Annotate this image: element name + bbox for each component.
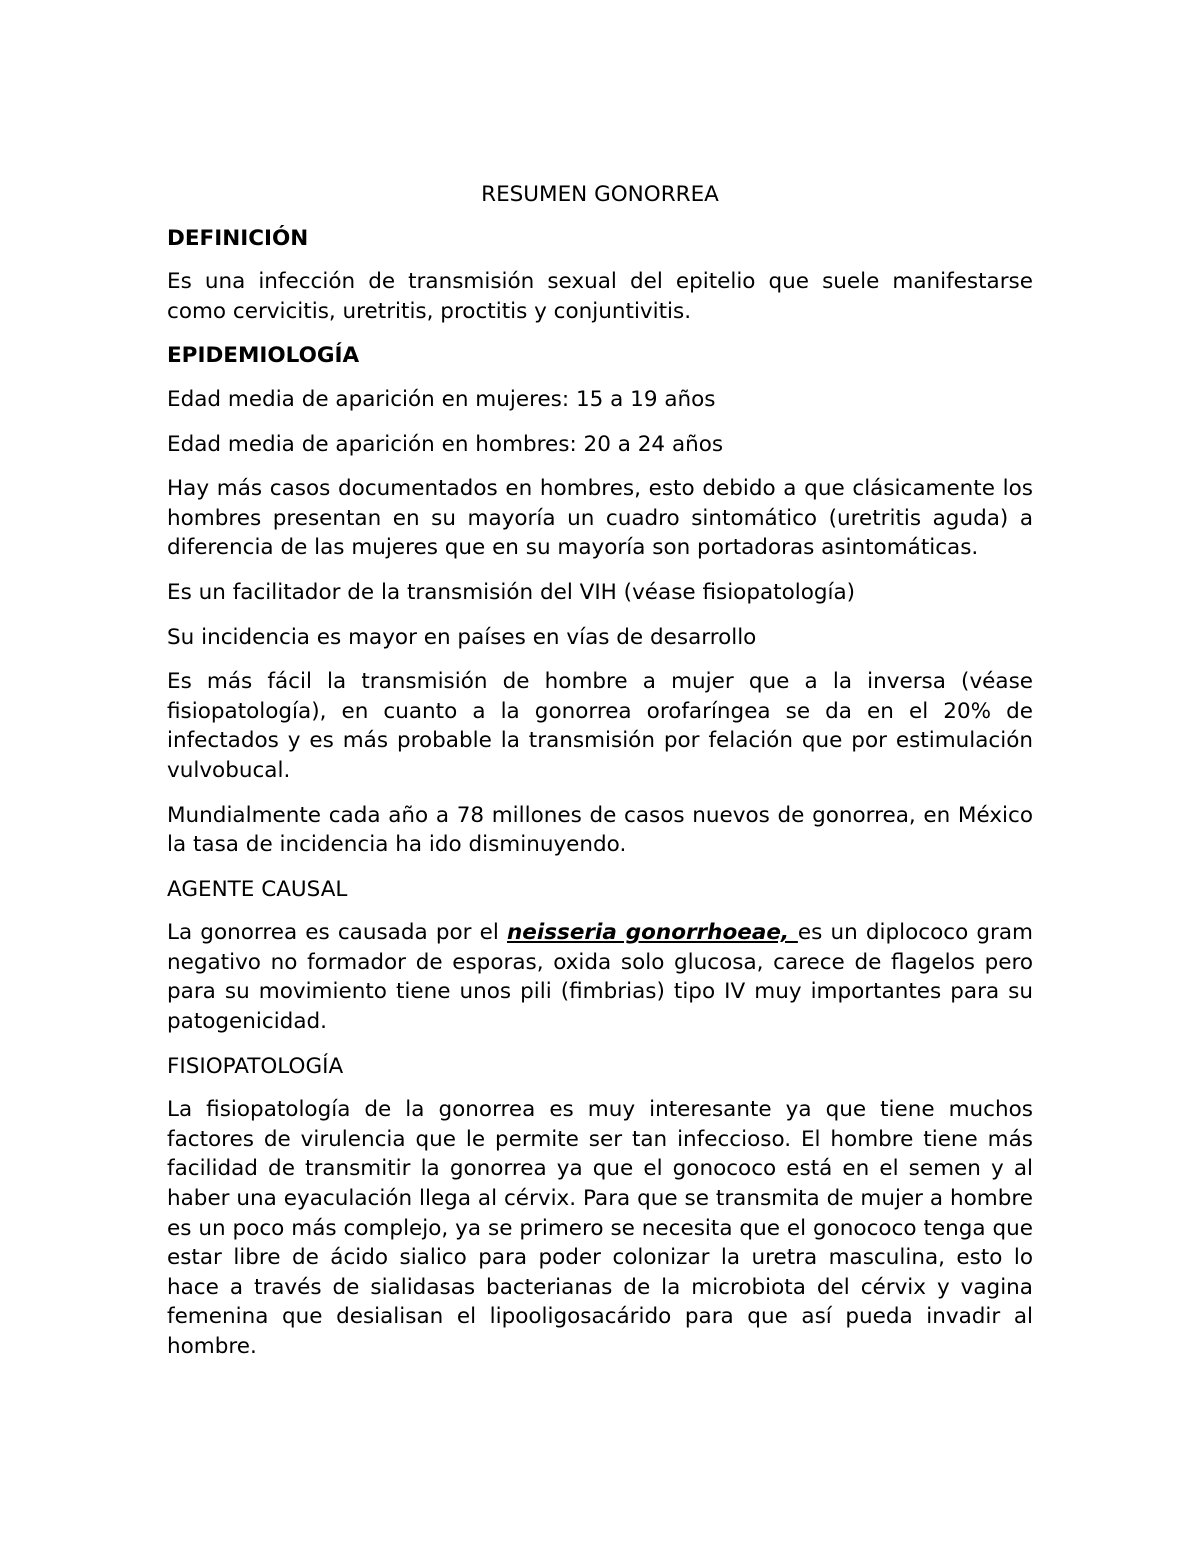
section-heading-fisiopatologia: FISIOPATOLOGÍA bbox=[167, 1053, 344, 1079]
agente-text-before: La gonorrea es causada por el bbox=[167, 920, 507, 946]
paragraph-vih: Es un facilitador de la transmisión del VIH (véase fisiopatología) bbox=[167, 579, 856, 605]
document-page bbox=[167, 180, 1033, 1377]
document-title: RESUMEN GONORREA bbox=[481, 182, 719, 207]
paragraph-definicion: Es una infección de transmisión sexual del epitelio que suele manifestarse como cervicitis, uretritis, proctitis y conjuntivitis. bbox=[167, 269, 1033, 324]
paragraph-edad-mujeres: Edad media de aparición en mujeres: 15 a 19 años bbox=[167, 386, 716, 412]
paragraph-fisiopatologia: La fisiopatología de la gonorrea es muy interesante ya que tiene muchos factores de virulencia que le permite ser tan infeccioso. El hombre tiene más facilidad de transmitir la gonorrea ya que el gonococo está en el semen y al haber una eyaculación llega al cérvix. Para que se transmita de mujer a hombre es un poco más complejo, ya se primero se necesita que el gonococo tenga que estar libre de ácido sialico para poder colonizar la uretra masculina, esto lo hace a través de sialidasas bacterianas de la microbiota del cérvix y vagina femenina que desialisan el lipooligosacárido para que así pueda invadir al hombre. bbox=[167, 1097, 1033, 1359]
paragraph-edad-hombres: Edad media de aparición en hombres: 20 a 24 años bbox=[167, 431, 724, 457]
section-heading-definicion: DEFINICIÓN bbox=[167, 225, 309, 251]
paragraph-mundial: Mundialmente cada año a 78 millones de casos nuevos de gonorrea, en México la tasa de incidencia ha ido disminuyendo. bbox=[167, 802, 1033, 858]
paragraph-casos-hombres: Hay más casos documentados en hombres, esto debido a que clásicamente los hombres presentan en su mayoría un cuadro sintomático (uretritis aguda) a diferencia de las mujeres que en su mayoría son portadoras asintomáticas. bbox=[167, 476, 1033, 561]
paragraph-incidencia: Su incidencia es mayor en países en vías de desarrollo bbox=[167, 624, 757, 650]
section-heading-agente: AGENTE CAUSAL bbox=[167, 876, 348, 902]
organism-name: neisseria gonorrhoeae, bbox=[507, 920, 798, 946]
paragraph-transmision: Es más fácil la transmisión de hombre a mujer que a la inversa (véase fisiopatología), en cuanto a la gonorrea orofaríngea se da en el 20% de infectados y es más probable la transmisión por felación que por estimulación vulvobucal. bbox=[167, 669, 1033, 783]
paragraph-agente bbox=[167, 918, 1033, 1036]
section-heading-epidemiologia: EPIDEMIOLOGÍA bbox=[167, 343, 360, 369]
agente-text-after: es un diplococo gram negativo no formador de esporas, oxida solo glucosa, carece de flagelos pero para su movimiento tiene unos pili (fimbrias) tipo IV muy importantes para su patogenicidad. bbox=[167, 920, 1033, 1035]
